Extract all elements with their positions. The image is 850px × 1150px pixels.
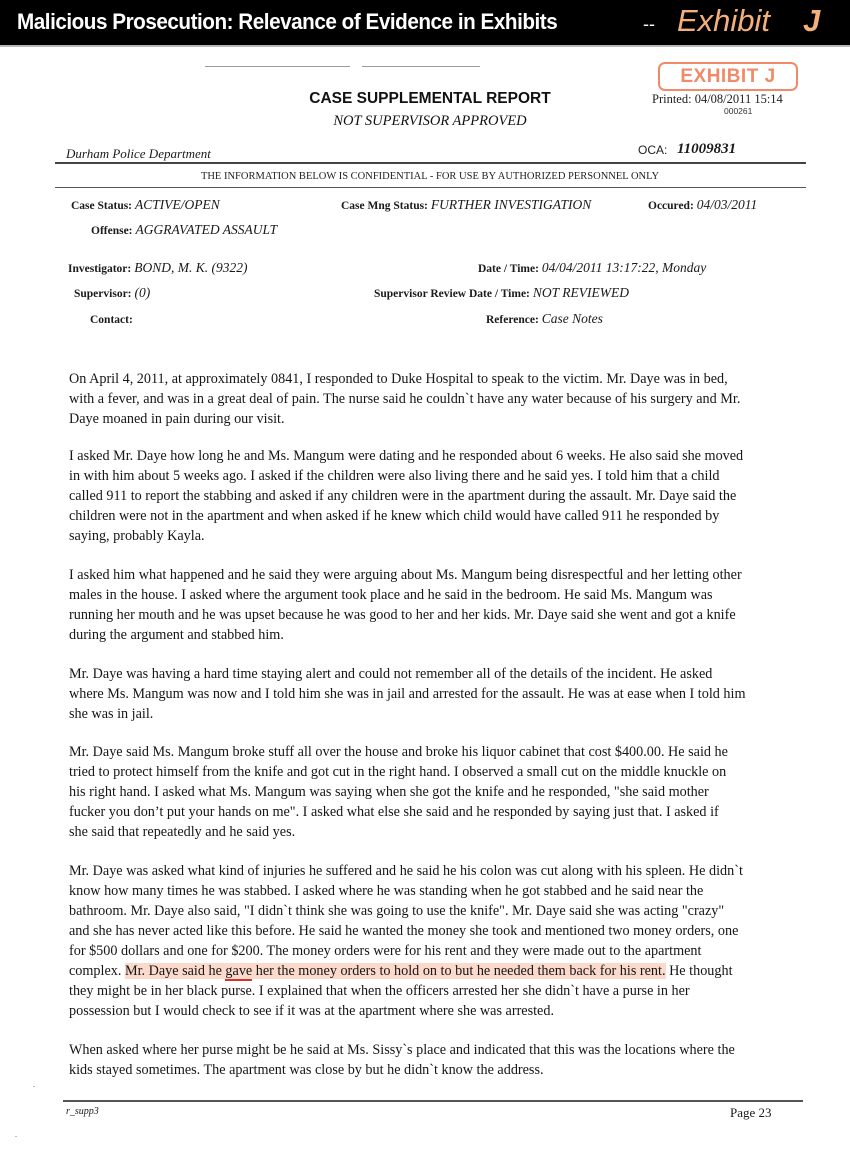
text-line: Mr. Daye was having a hard time staying alert and could not remember all of the details of the incident. He asked [69, 666, 713, 682]
top-rule-right [362, 66, 480, 67]
highlight-text: Mr. Daye said he [124, 963, 226, 979]
field-value: Case Notes [541, 311, 603, 326]
text-line: bathroom. Mr. Daye also said, "I didn`t think she was going to use the knife". Mr. Daye said she was acting "crazy" [69, 903, 725, 919]
text-line: and she has never acted like this before. He said he wanted the money she took and mentioned two money orders, one [69, 923, 739, 939]
field-label: Supervisor Review Date / Time: [374, 288, 530, 300]
text-line: know how many times he was stabbed. I asked where he was standing when he got stabbed and he said near the [69, 883, 704, 899]
text-line: she said that repeatedly and he said yes. [69, 824, 296, 840]
presentation-header-bar [0, 0, 850, 45]
exhibit-letter: J [803, 3, 821, 38]
title-separator: -- [643, 14, 655, 34]
field-label: Occured: [648, 200, 694, 212]
printed-timestamp: Printed: 04/08/2011 15:14 [652, 92, 783, 106]
field-offense [91, 222, 277, 238]
text-line: tried to protect himself from the knife and got cut in the right hand. I observed a small cut on the middle knuckle on [69, 764, 727, 780]
text-line: with a fever, and was in a great deal of pain. The nurse said he couldn`t have any water because of his surgery and Mr. [69, 391, 741, 407]
field-contact [90, 311, 136, 327]
text-line: where Ms. Mangum was now and I told him she was in jail and arrested for the assault. He was at ease when I told him [69, 686, 746, 702]
field-reference [486, 311, 603, 327]
confidential-notice: THE INFORMATION BELOW IS CONFIDENTIAL - FOR USE BY AUTHORIZED PERSONNEL ONLY [200, 171, 660, 182]
report-title: CASE SUPPLEMENTAL REPORT [309, 90, 551, 107]
narrative-paragraph-1 [69, 369, 809, 429]
text-line: called 911 to report the stabbing and asked if any children were in the apartment during the assault. Mr. Daye said the [69, 488, 737, 504]
highlight-text: her the money orders to hold on to but he needed them back for his rent. [252, 963, 666, 979]
header-rule [55, 162, 806, 164]
text-line: I asked Mr. Daye how long he and Ms. Mangum were dating and he responded about 6 weeks. He also said she moved [69, 448, 744, 464]
underlined-word: gave [225, 963, 253, 979]
scan-speck [33, 1086, 35, 1087]
field-case-status [71, 197, 220, 213]
field-label: Supervisor: [74, 288, 132, 300]
confidential-rule [55, 187, 806, 188]
field-label: Date / Time: [478, 263, 539, 275]
narrative-paragraph-3 [69, 565, 809, 645]
narrative-paragraph-2 [69, 446, 809, 546]
text-line: she was in jail. [69, 706, 154, 722]
exhibit-stamp: EXHIBIT J [658, 62, 798, 91]
text-line: males in the house. I asked where the argument took place and he said in the bedroom. He said Ms. Mangum was [69, 587, 713, 603]
field-label: Contact: [90, 314, 133, 326]
text-line: fucker you don’t put your hands on me". I asked what else she said and he responded by saying just that. I asked if [69, 804, 719, 820]
text-line: Mr. Daye was asked what kind of injuries he suffered and he said he his colon was cut along with his spleen. He didn`t [69, 863, 743, 879]
field-supervisor-review [374, 285, 629, 301]
header-divider [0, 45, 850, 47]
text-line: kids stayed sometimes. The apartment was close by but he didn`t know the address. [69, 1062, 544, 1078]
text-line: Mr. Daye said Ms. Mangum broke stuff all over the house and broke his liquor cabinet that cost $400.00. He said he [69, 744, 728, 760]
department-name: Durham Police Department [66, 146, 211, 161]
field-supervisor [74, 285, 150, 301]
field-value: BOND, M. K. (9322) [134, 260, 248, 275]
text-line: during the argument and stabbed him. [69, 627, 284, 643]
text-line: they might be in her black purse. I explained that when the officers arrested her she didn`t have a purse in her [69, 983, 690, 999]
field-label: Reference: [486, 314, 539, 326]
page-number: Page 23 [730, 1105, 772, 1120]
narrative-paragraph-4 [69, 664, 809, 724]
text-segment: He thought [665, 963, 733, 979]
form-id: r_supp3 [66, 1106, 99, 1117]
text-line: I asked him what happened and he said they were arguing about Ms. Mangum being disrespectful and her letting other [69, 567, 742, 583]
field-date-time [478, 260, 706, 276]
narrative-paragraph-6 [69, 861, 809, 1021]
text-line: When asked where her purse might be he said at Ms. Sissy`s place and indicated that this was the locations where the [69, 1042, 735, 1058]
field-label: Offense: [91, 225, 133, 237]
text-segment: complex. [69, 963, 125, 979]
text-line: possession but I would check to see if it was at the apartment where she was arrested. [69, 1003, 554, 1019]
text-line: children were not in the apartment and when asked if he knew which child would have called 911 he responded by [69, 508, 720, 524]
text-line: for $500 dollars and one for $200. The money orders were for his rent and they were made out to the apartment [69, 943, 702, 959]
document-number: 000261 [724, 106, 753, 116]
report-subtitle: NOT SUPERVISOR APPROVED [333, 113, 527, 129]
field-value: FURTHER INVESTIGATION [430, 197, 592, 212]
text-line: saying, probably Kayla. [69, 528, 205, 544]
oca-number: 11009831 [677, 141, 737, 157]
exhibit-label: Exhibit [677, 3, 771, 38]
text-line: in with him about 5 weeks ago. I asked if the children were also living there and he said yes. I told him that a child [69, 468, 720, 484]
top-rule-left [205, 66, 350, 67]
text-line: Daye moaned in pain during our visit. [69, 411, 285, 427]
text-line: running her mouth and he was upset because he was good to her and her kids. Mr. Daye said she went and got a knife [69, 607, 736, 623]
field-value: 04/04/2011 13:17:22, Monday [541, 260, 707, 275]
field-value: AGGRAVATED ASSAULT [135, 222, 278, 237]
highlighted-statement [125, 963, 666, 979]
text-line: his right hand. I asked what Ms. Mangum was saying when she got the knife and he responded, "she said mother [69, 784, 709, 800]
field-occured [648, 197, 757, 213]
field-case-mng-status [341, 197, 591, 213]
text-line-highlighted [69, 961, 809, 981]
presentation-title: Malicious Prosecution: Relevance of Evidence in Exhibits [17, 9, 558, 34]
field-label: Case Mng Status: [341, 200, 428, 212]
narrative-paragraph-7 [69, 1040, 809, 1080]
narrative-paragraph-5 [69, 742, 809, 842]
field-value: NOT REVIEWED [532, 285, 629, 300]
field-value: (0) [134, 285, 151, 300]
text-line: On April 4, 2011, at approximately 0841, I responded to Duke Hospital to speak to the victim. Mr. Daye was in bed, [69, 371, 728, 387]
scan-speck [15, 1136, 17, 1137]
footer-rule [63, 1100, 803, 1102]
field-label: Case Status: [71, 200, 133, 212]
field-label: Investigator: [68, 263, 132, 275]
oca-label: OCA: [638, 143, 668, 157]
field-value: ACTIVE/OPEN [135, 197, 220, 212]
field-investigator [68, 260, 248, 276]
field-value: 04/03/2011 [696, 197, 758, 212]
